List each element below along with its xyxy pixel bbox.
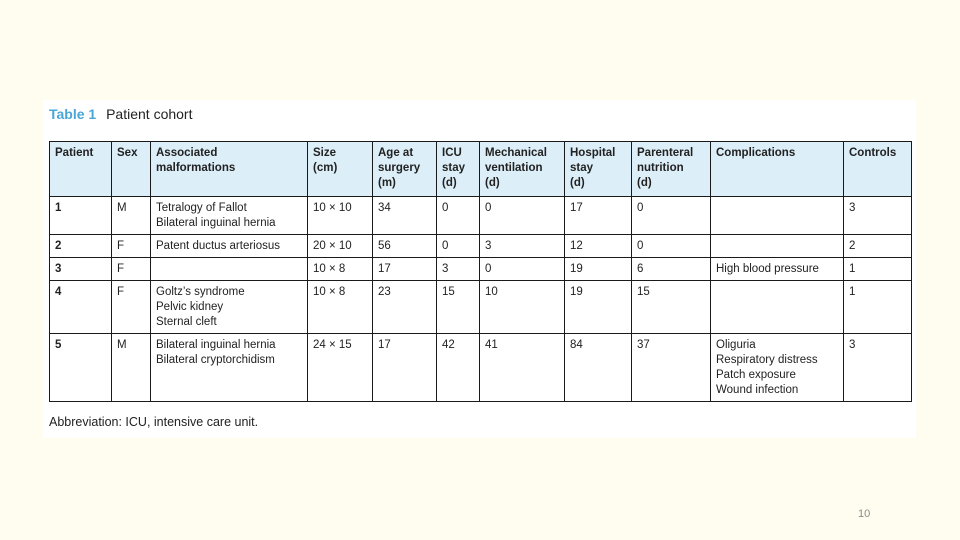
header-row <box>50 142 912 197</box>
cell-sex: M <box>112 197 151 235</box>
cell-line: (cm) <box>313 162 338 174</box>
cell-age: 56 <box>373 235 437 258</box>
cell-size: 10 × 8 <box>308 258 373 281</box>
cell-sex: F <box>112 281 151 334</box>
cell-line: Patch exposure <box>716 369 796 381</box>
cell-age: 23 <box>373 281 437 334</box>
cell-line: (d) <box>570 177 585 189</box>
table-row <box>50 197 912 235</box>
header-malformations <box>151 142 308 197</box>
cell-ventilation: 0 <box>480 197 565 235</box>
cell-malformations <box>151 281 308 334</box>
cell-line: Complications <box>716 147 796 159</box>
cell-icu: 0 <box>437 235 480 258</box>
header-controls <box>844 142 912 197</box>
cell-line: Sternal cleft <box>156 316 217 328</box>
cell-parenteral: 15 <box>632 281 711 334</box>
cell-size: 10 × 8 <box>308 281 373 334</box>
header-size <box>308 142 373 197</box>
cell-line: stay <box>442 162 466 174</box>
cell-controls: 1 <box>844 258 912 281</box>
cell-line: (m) <box>378 177 396 189</box>
cell-line: Patient <box>55 147 94 159</box>
cell-line: Age at <box>378 147 414 159</box>
table-title <box>49 106 192 122</box>
cell-line: Bilateral inguinal hernia <box>156 217 276 229</box>
cell-controls: 1 <box>844 281 912 334</box>
cell-parenteral: 0 <box>632 197 711 235</box>
cell-patient: 3 <box>50 258 112 281</box>
cell-icu: 15 <box>437 281 480 334</box>
cell-patient: 5 <box>50 334 112 402</box>
cell-line: Size <box>313 147 337 159</box>
cell-line: Oliguria <box>716 339 756 351</box>
cell-patient: 4 <box>50 281 112 334</box>
table-row <box>50 235 912 258</box>
table-body <box>50 197 912 402</box>
cell-age: 34 <box>373 197 437 235</box>
cell-sex: M <box>112 334 151 402</box>
cell-line: Controls <box>849 147 897 159</box>
cell-size: 10 × 10 <box>308 197 373 235</box>
cell-sex: F <box>112 235 151 258</box>
cell-malformations <box>151 258 308 281</box>
cell-controls: 3 <box>844 197 912 235</box>
cell-ventilation: 3 <box>480 235 565 258</box>
cell-ventilation: 10 <box>480 281 565 334</box>
cell-line: stay <box>570 162 594 174</box>
table-footnote: Abbreviation: ICU, intensive care unit. <box>49 415 259 429</box>
cell-hospital: 17 <box>565 197 632 235</box>
cell-ventilation: 41 <box>480 334 565 402</box>
cell-line: Respiratory distress <box>716 354 818 366</box>
cell-line: Hospital <box>570 147 616 159</box>
table-card <box>43 100 916 438</box>
cell-hospital: 12 <box>565 235 632 258</box>
header-patient <box>50 142 112 197</box>
cell-line: Bilateral cryptorchidism <box>156 354 275 366</box>
header-age <box>373 142 437 197</box>
cell-patient: 2 <box>50 235 112 258</box>
cell-controls: 3 <box>844 334 912 402</box>
cell-icu: 3 <box>437 258 480 281</box>
cell-line: (d) <box>485 177 500 189</box>
cell-line: nutrition <box>637 162 684 174</box>
cell-line: Mechanical <box>485 147 547 159</box>
table-label: Table 1 <box>49 106 97 122</box>
cell-line: ICU <box>442 147 462 159</box>
cell-line: High blood pressure <box>716 263 819 275</box>
header-hospital <box>565 142 632 197</box>
cell-line: (d) <box>442 177 457 189</box>
cell-line: Pelvic kidney <box>156 301 224 313</box>
header-icu <box>437 142 480 197</box>
cell-line: Goltz’s syndrome <box>156 286 245 298</box>
cell-line: Tetralogy of Fallot <box>156 202 247 214</box>
cell-hospital: 19 <box>565 258 632 281</box>
cell-complications <box>711 197 844 235</box>
cell-parenteral: 6 <box>632 258 711 281</box>
cell-malformations <box>151 334 308 402</box>
cell-line: Bilateral inguinal hernia <box>156 339 276 351</box>
cell-parenteral: 0 <box>632 235 711 258</box>
cell-hospital: 19 <box>565 281 632 334</box>
cell-patient: 1 <box>50 197 112 235</box>
cell-complications <box>711 235 844 258</box>
table-caption: Patient cohort <box>106 106 193 122</box>
header-ventilation <box>480 142 565 197</box>
header-complications <box>711 142 844 197</box>
cell-complications <box>711 281 844 334</box>
cell-line: ventilation <box>485 162 543 174</box>
cell-icu: 42 <box>437 334 480 402</box>
cell-size: 24 × 15 <box>308 334 373 402</box>
table-row <box>50 258 912 281</box>
patient-cohort-table <box>49 141 912 402</box>
cell-parenteral: 37 <box>632 334 711 402</box>
page-number: 10 <box>858 508 871 520</box>
cell-line: (d) <box>637 177 652 189</box>
cell-line: Patent ductus arteriosus <box>156 240 281 252</box>
cell-ventilation: 0 <box>480 258 565 281</box>
header-sex <box>112 142 151 197</box>
cell-line: Wound infection <box>716 384 799 396</box>
cell-line: surgery <box>378 162 421 174</box>
table-row <box>50 281 912 334</box>
cell-hospital: 84 <box>565 334 632 402</box>
cell-icu: 0 <box>437 197 480 235</box>
cell-size: 20 × 10 <box>308 235 373 258</box>
cell-line: Sex <box>117 147 138 159</box>
cell-age: 17 <box>373 258 437 281</box>
cell-line: malformations <box>156 162 236 174</box>
cell-age: 17 <box>373 334 437 402</box>
cell-complications <box>711 258 844 281</box>
cell-line: Associated <box>156 147 218 159</box>
cell-malformations <box>151 197 308 235</box>
header-parenteral <box>632 142 711 197</box>
cell-sex: F <box>112 258 151 281</box>
cell-malformations <box>151 235 308 258</box>
cell-controls: 2 <box>844 235 912 258</box>
cell-complications <box>711 334 844 402</box>
table-row <box>50 334 912 402</box>
cell-line: Parenteral <box>637 147 694 159</box>
